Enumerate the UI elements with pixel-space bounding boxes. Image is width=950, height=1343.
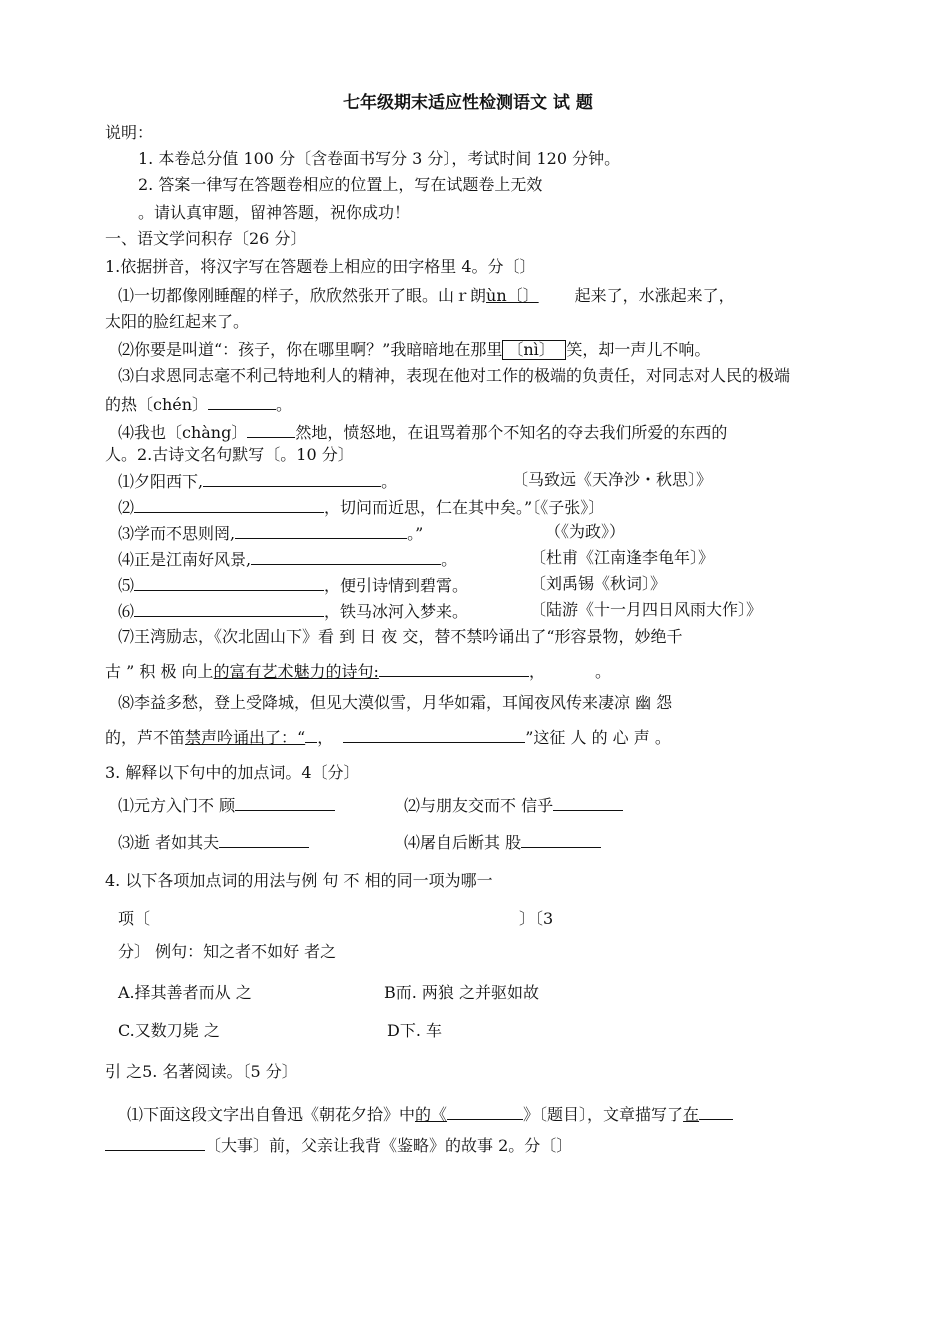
q4-score: 〕〔3 (519, 909, 554, 928)
q1-item-1-text-b: 起来了，水涨起来了， (574, 286, 735, 305)
q2-line-4-text: ⑷正是江南好风景, (118, 550, 252, 569)
section-heading: 一、语文学问积存〔26 分〕 (105, 229, 307, 248)
q2-line-5-num: ⑸ (118, 576, 135, 595)
answer-blank[interactable] (219, 830, 309, 848)
q1-stem: 1.依据拼音，将汉字写在答题卷上相应的田字格里 4。分〔〕 (105, 257, 536, 276)
answer-blank[interactable] (105, 1133, 205, 1151)
q5-item-1-text-b: 的《 (415, 1105, 448, 1124)
instruction-item-1: 1. 本卷总分值 100 分〔含卷面书写分 3 分〕，考试时间 120 分钟。 (138, 149, 621, 168)
q4-stem-line-2: 项〔 (118, 909, 151, 928)
q4-example: 分〕 例句：知之者不如好 者之 (118, 942, 337, 961)
answer-blank[interactable] (134, 495, 324, 513)
q3-item-3-text: ⑶逝 者如其夫 (118, 833, 220, 852)
q2-line-1-source: 〔马致远《天净沙・秋思〕》 (512, 470, 713, 489)
answer-blank[interactable] (203, 469, 381, 487)
q2-line-4 (118, 547, 457, 571)
q1-item-2 (118, 339, 710, 361)
q2-line-1 (118, 469, 397, 493)
q4-stem: 4. 以下各项加点词的用法与例 句 不 相的同一项为哪一 (105, 871, 493, 890)
q2-line-6-num: ⑹ (118, 602, 135, 621)
answer-blank[interactable] (305, 725, 317, 743)
q1-item-2-text-b: 笑，却一声儿不响。 (566, 340, 711, 359)
q2-line-5-source: 〔刘禹锡《秋词〕》 (530, 574, 667, 593)
q3-item-2 (404, 793, 623, 817)
q2-line-7-end: 。 (594, 662, 611, 681)
q4-option-d: D下. 车 (387, 1021, 443, 1040)
q2-line-8-end: ”这征 人 的 心 声 。 (525, 728, 671, 747)
q3-item-4 (404, 830, 601, 854)
q2-line-7-text-c: 的富有艺术魅力的诗句: (213, 662, 379, 681)
q4-option-c: C.又数刀毙 之 (118, 1021, 220, 1040)
q2-line-1-end: 。 (381, 472, 398, 491)
q2-line-3-end: 。” (407, 524, 424, 543)
q2-line-3-source: （《为政》） (545, 522, 626, 541)
q2-line-4-end: 。 (441, 550, 458, 569)
q2-line-8: ⑻李益多愁，登上受降城，但见大漠似雪，月华如霜，耳闻夜风传来凄凉 幽 怨 (118, 693, 673, 712)
answer-blank[interactable] (235, 521, 407, 539)
q2-line-7: ⑺王湾励志，《次北固山下》看 到 日 夜 交，替不禁吟诵出了“形容景物，妙绝千 (118, 627, 683, 646)
answer-blank[interactable] (553, 793, 623, 811)
q3-item-1 (118, 793, 335, 817)
q2-line-5-text: ，便引诗情到碧霄。 (324, 576, 469, 595)
answer-blank[interactable] (235, 793, 335, 811)
instructions-label: 说明： (105, 123, 154, 142)
answer-blank[interactable] (134, 573, 324, 591)
q1-item-4-pinyin: ⑷我也〔chàng〕 (118, 423, 248, 442)
q1-item-1-pinyin: ùn〔〕 (486, 286, 539, 305)
q2-line-6 (118, 599, 468, 623)
q2-line-7-cont (105, 659, 611, 683)
q4-option-b: B而. 两狼 之并驱如故 (384, 983, 540, 1002)
answer-blank[interactable] (447, 1102, 523, 1120)
q1-item-3: ⑶白求恩同志毫不利己特地利人的精神，表现在他对工作的极端的负责任，对同志对人民的极端 (118, 366, 791, 385)
q5-item-1-text-d: 在 (683, 1105, 700, 1124)
answer-blank[interactable] (134, 599, 324, 617)
answer-blank[interactable] (343, 725, 525, 743)
q1-item-1 (118, 285, 735, 307)
q5-item-1-text: ⑴下面这段文字出自鲁迅《朝花夕拾》中 (127, 1105, 416, 1124)
q1-item-3-pinyin: 的热〔chén〕 (105, 395, 209, 414)
q5-item-1 (127, 1102, 733, 1126)
q2-stem: 人。2.古诗文名句默写〔。10 分〕 (105, 445, 354, 464)
answer-blank[interactable] (379, 659, 529, 677)
q2-line-5 (118, 573, 468, 597)
q2-line-3-text: ⑶学而不思则罔, (118, 524, 236, 543)
answer-blank[interactable] (247, 420, 295, 438)
q1-item-4-text: 然地，愤怒地，在诅骂着那个不知名的夺去我们所爱的东西的 (295, 423, 728, 442)
page-title: 七年级期末适应性检测语文 试 题 (343, 93, 593, 113)
q2-line-7-comma: ， (528, 662, 545, 681)
q1-item-2-text: ⑵你要是叫道“：孩子，你在哪里啊？”我暗暗地在那里 (118, 340, 503, 359)
q5-item-1-cont (105, 1133, 572, 1157)
answer-blank[interactable] (208, 392, 276, 410)
q2-line-8-comma: ， (317, 728, 334, 747)
answer-blank[interactable] (251, 547, 441, 565)
q1-item-3-end: 。 (276, 395, 293, 414)
answer-blank[interactable] (521, 830, 601, 848)
q3-item-1-text: ⑴元方入门不 顾 (118, 796, 236, 815)
q2-line-6-source: 〔陆游《十一月四日风雨大作〕》 (530, 600, 763, 619)
q4-option-a: A.择其善者而从 之 (118, 983, 252, 1002)
q2-line-7-text-b: 古 ” 积 极 向上 (105, 662, 214, 681)
q5-stem: 引 之5. 名著阅读。〔5 分〕 (105, 1062, 298, 1081)
q2-line-8-text-b: 的，芦不笛 (105, 728, 186, 747)
q2-line-8-cont (105, 725, 671, 749)
q1-item-1-cont: 太阳的脸红起来了。 (105, 312, 250, 331)
q2-line-4-source: 〔杜甫《江南逢李龟年〕》 (530, 548, 715, 567)
q2-line-8-text-c: 禁声吟诵出了：“ (185, 728, 306, 747)
answer-blank[interactable] (699, 1102, 733, 1120)
q1-item-2-pinyin: 〔nì〕 (502, 340, 566, 360)
q3-item-3 (118, 830, 309, 854)
instruction-item-3: 。请认真审题，留神答题，祝你成功！ (138, 203, 411, 222)
q5-item-1-text-c: 》〔题目〕，文章描写了 (523, 1105, 684, 1124)
q5-item-1-text-e: 〔大事〕前，父亲让我背《鉴略》的故事 2。分〔〕 (205, 1136, 573, 1155)
q2-line-2 (118, 495, 604, 519)
instruction-item-2: 2. 答案一律写在答题卷相应的位置上，写在试题卷上无效 (138, 175, 543, 194)
q2-line-2-text: ，切问而近思，仁在其中矣。”〔《子张》〕 (324, 498, 605, 517)
q1-item-4 (118, 420, 727, 444)
q2-line-6-text: ，铁马冰河入梦来。 (324, 602, 469, 621)
q2-line-2-num: ⑵ (118, 498, 135, 517)
q1-item-3-cont (105, 392, 292, 416)
q3-item-4-text: ⑷屠自后断其 股 (404, 833, 522, 852)
q1-item-1-text: ⑴一切都像刚睡醒的样子，欣欣然张开了眼。山ｒ朗 (118, 286, 487, 305)
q3-stem: 3. 解释以下句中的加点词。4〔分〕 (105, 763, 360, 782)
q2-line-3 (118, 521, 423, 545)
q3-item-2-text: ⑵与朋友交而不 信乎 (404, 796, 554, 815)
q2-line-1-text: ⑴夕阳西下, (118, 472, 204, 491)
